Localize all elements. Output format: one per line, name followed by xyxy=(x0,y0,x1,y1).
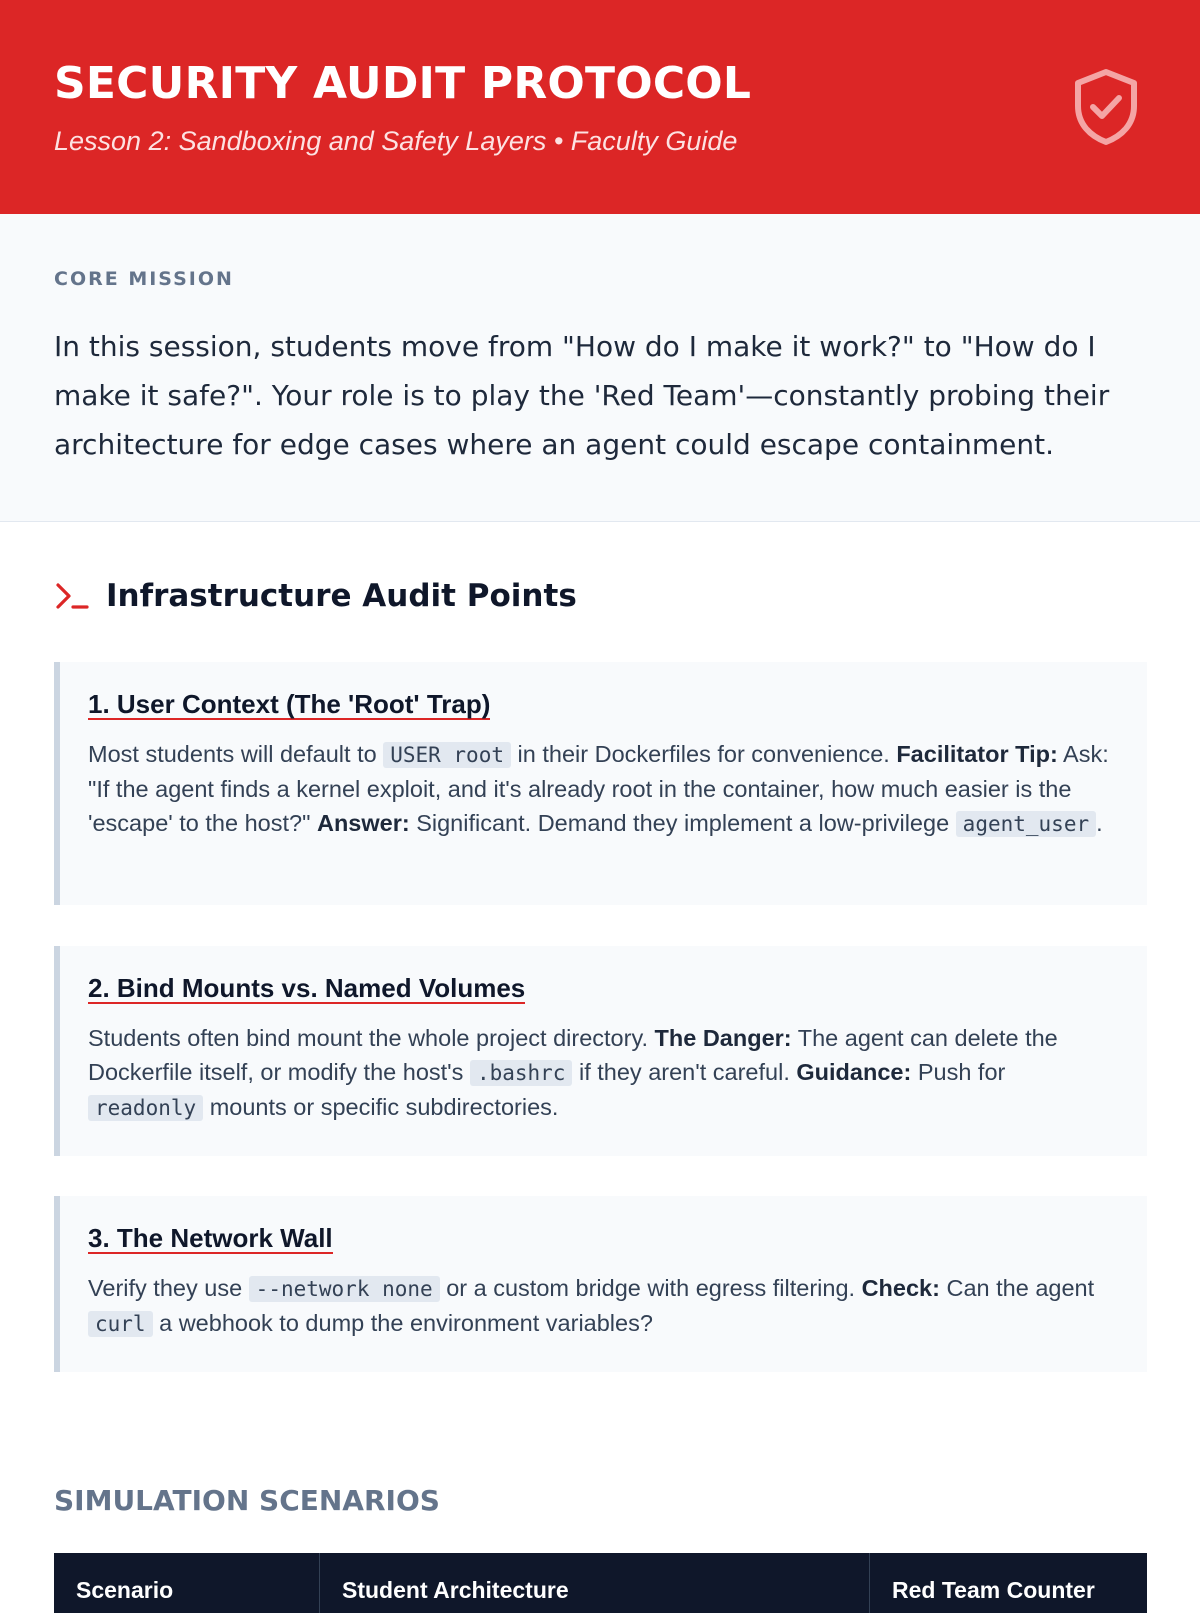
audit-card-bind-mounts xyxy=(54,946,1147,1156)
inline-code: .bashrc xyxy=(470,1060,573,1086)
check-label: Check: xyxy=(861,1275,940,1301)
body-text: . xyxy=(1096,810,1103,836)
core-mission-label: CORE MISSION xyxy=(54,268,234,290)
terminal-icon xyxy=(54,578,90,614)
inline-code: --network none xyxy=(249,1276,440,1302)
inline-code: curl xyxy=(88,1311,153,1337)
guidance-label: Guidance: xyxy=(796,1059,912,1085)
inline-code: USER root xyxy=(383,742,511,768)
body-text: Can the agent xyxy=(946,1275,1095,1301)
facilitator-tip-label: Facilitator Tip: xyxy=(896,741,1058,767)
answer-label: Answer: xyxy=(316,810,410,836)
audit-card-body xyxy=(88,737,1119,841)
inline-code: agent_user xyxy=(956,811,1096,837)
danger-label: The Danger: xyxy=(654,1025,792,1051)
audit-section-title: Infrastructure Audit Points xyxy=(106,578,577,614)
column-header-red-team-counter: Red Team Counter xyxy=(869,1553,1147,1613)
core-mission-section xyxy=(0,214,1200,522)
body-text: Push for xyxy=(917,1059,1006,1085)
audit-card-network-wall xyxy=(54,1196,1147,1372)
inline-code: readonly xyxy=(88,1095,203,1121)
scenarios-table-header xyxy=(54,1553,1147,1613)
column-header-student-architecture: Student Architecture xyxy=(319,1553,869,1613)
page-header xyxy=(0,0,1200,214)
core-mission-text: In this session, students move from "How do I make it work?" to "How do I make it safe?". Your role is to play the 'Red Team'—constantly probing their architecture for edge cases where an agent could escape containment. xyxy=(54,330,1110,461)
body-text: mounts or specific subdirectories. xyxy=(209,1094,559,1120)
body-text: Verify they use xyxy=(88,1275,243,1301)
audit-card-title: 3. The Network Wall xyxy=(88,1223,333,1253)
body-text: if they aren't careful. xyxy=(578,1059,790,1085)
page-title: SECURITY AUDIT PROTOCOL xyxy=(54,58,752,109)
body-text: Students often bind mount the whole project directory. xyxy=(88,1025,648,1051)
page-subtitle: Lesson 2: Sandboxing and Safety Layers • Faculty Guide xyxy=(54,126,738,156)
body-text: in their Dockerfiles for convenience. xyxy=(517,741,890,767)
body-text: a webhook to dump the environment variables? xyxy=(159,1310,653,1336)
body-text: The agent can delete the Dockerfile itself, or modify the host's xyxy=(88,1025,1058,1085)
audit-card-title: 1. User Context (The 'Root' Trap) xyxy=(88,689,491,719)
simulation-scenarios-title: SIMULATION SCENARIOS xyxy=(54,1484,440,1517)
audit-section-heading xyxy=(54,578,577,614)
column-header-scenario: Scenario xyxy=(76,1577,174,1603)
audit-card-user-context xyxy=(54,662,1147,905)
audit-card-body xyxy=(88,1271,1119,1341)
body-text: or a custom bridge with egress filtering. xyxy=(446,1275,856,1301)
body-text: Most students will default to xyxy=(88,741,377,767)
body-text: Ask: "If the agent finds a kernel exploit, and it's already root in the container, how much easier is the 'escape' to the host?" xyxy=(88,741,1109,836)
audit-card-title: 2. Bind Mounts vs. Named Volumes xyxy=(88,973,526,1003)
body-text: Significant. Demand they implement a low-privilege xyxy=(416,810,950,836)
shield-check-icon xyxy=(1072,68,1140,146)
audit-card-body xyxy=(88,1021,1119,1125)
